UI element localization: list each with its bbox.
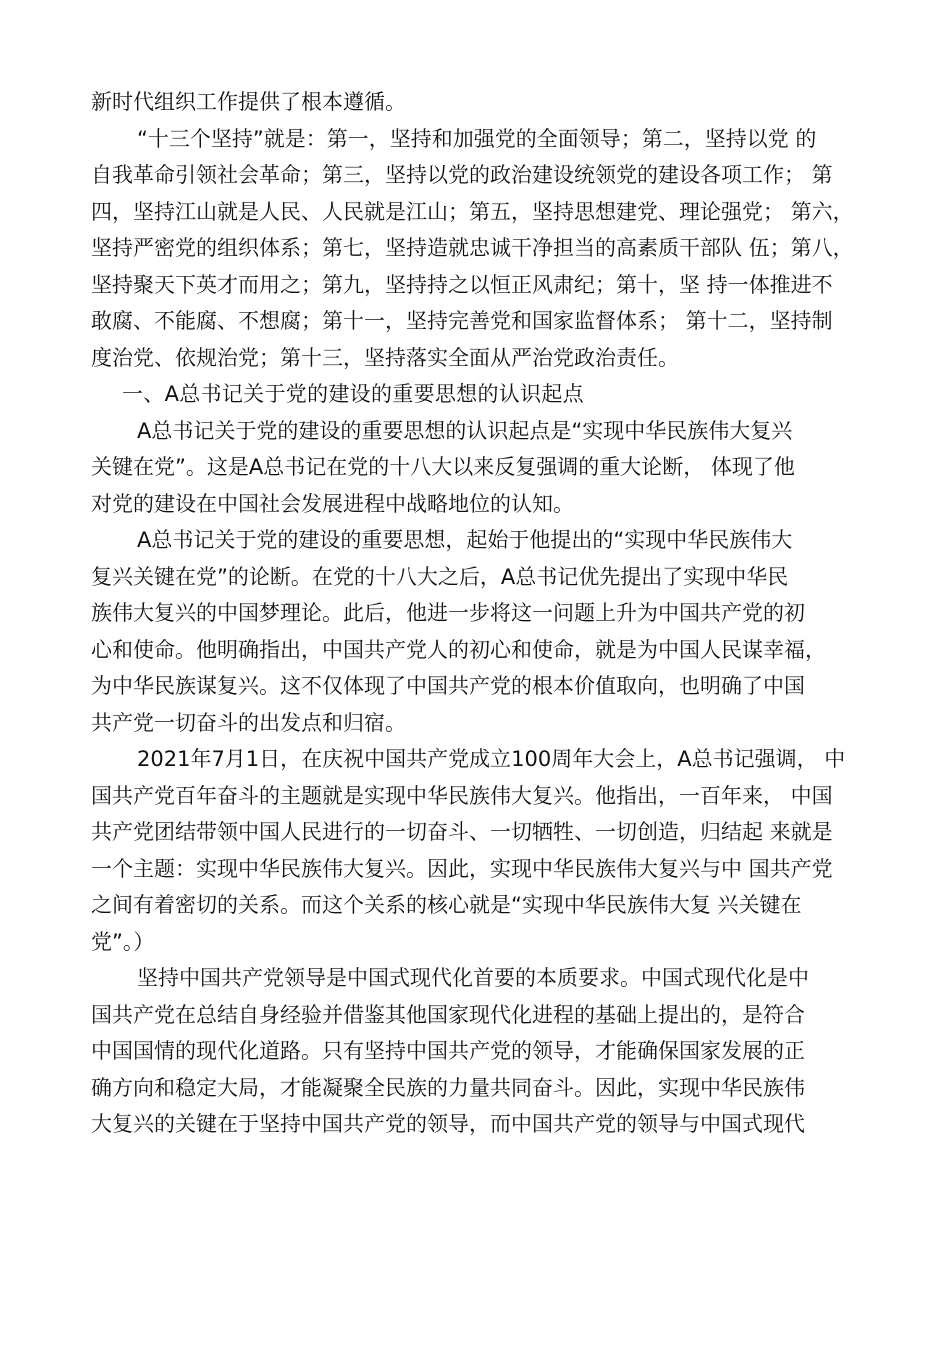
text-line: 度治党、依规治党；第十三，坚持落实全面从严治党政治责任。 [91, 345, 679, 370]
text-line: 大复兴的关键在于坚持中国共产党的领导，而中国共产党的领导与中国式现代 [91, 1112, 805, 1136]
text-line: 敢腐、不能腐、不想腐；第十一，坚持完善党和国家监督体系； 第十二，坚持制 [91, 309, 833, 333]
text-line: 之间有着密切的关系。而这个关系的核心就是“实现中华民族伟大复 兴关键在 [91, 893, 802, 917]
text-line: 党”。） [91, 929, 155, 954]
text-line: 关键在党”。这是A总书记在党的十八大以来反复强调的重大论断， 体现了他 [91, 455, 795, 479]
text-line: 自我革命引领社会革命；第三，坚持以党的政治建设统领党的建设各项工作； 第 [91, 163, 833, 187]
text-line: 共产党一切奋斗的出发点和归宿。 [91, 710, 406, 735]
text-line: 坚持严密党的组织体系；第七，坚持造就忠诚干净担当的高素质干部队 伍；第八， [91, 236, 854, 260]
text-line: 心和使命。他明确指出，中国共产党人的初心和使命，就是为中国人民谋幸福， [91, 637, 826, 662]
text-line: 为中华民族谋复兴。这不仅体现了中国共产党的根本价值取向，也明确了中国 [91, 674, 805, 698]
text-line: A总书记关于党的建设的重要思想，起始于他提出的“实现中华民族伟大 [137, 528, 793, 552]
text-line: 族伟大复兴的中国梦理论。此后，他进一步将这一问题上升为中国共产党的初 [91, 601, 805, 625]
text-line: 国共产党在总结自身经验并借鉴其他国家现代化进程的基础上提出的，是符合 [91, 1002, 805, 1027]
text-line: 确方向和稳定大局，才能凝聚全民族的力量共同奋斗。因此，实现中华民族伟 [91, 1075, 805, 1100]
text-line: 对党的建设在中国社会发展进程中战略地位的认知。 [91, 491, 574, 516]
text-line: 国共产党百年奋斗的主题就是实现中华民族伟大复兴。他指出，一百年来， 中国 [91, 783, 833, 808]
text-line: 一个主题：实现中华民族伟大复兴。因此，实现中华民族伟大复兴与中 国共产党 [91, 856, 833, 881]
text-line: 坚持聚天下英才而用之；第九，坚持持之以恒正风肃纪；第十，坚 持一体推进不 [91, 272, 833, 297]
text-line: 坚持中国共产党领导是中国式现代化首要的本质要求。中国式现代化是中 [137, 966, 809, 990]
section-heading: 一、A总书记关于党的建设的重要思想的认识起点 [122, 382, 584, 406]
text-line: 复兴关键在党”的论断。在党的十八大之后，A总书记优先提出了实现中华民 [91, 564, 789, 589]
text-line: A总书记关于党的建设的重要思想的认识起点是“实现中华民族伟大复兴 [137, 418, 793, 443]
text-line: 中国国情的现代化道路。只有坚持中国共产党的领导，才能确保国家发展的正 [91, 1039, 805, 1063]
text-line: 四，坚持江山就是人民、人民就是江山；第五，坚持思想建党、理论强党； 第六， [91, 199, 854, 224]
text-line: 2021年7月1日，在庆祝中国共产党成立100周年大会上，A总书记强调， 中 [137, 747, 846, 771]
text-line: “十三个坚持”就是：第一，坚持和加强党的全面领导；第二，坚持以党 的 [137, 126, 817, 151]
text-line: 新时代组织工作提供了根本遵循。 [91, 90, 406, 114]
text-line: 共产党团结带领中国人民进行的一切奋斗、一切牺牲、一切创造，归结起 来就是 [91, 820, 833, 844]
document-body [91, 84, 881, 1143]
